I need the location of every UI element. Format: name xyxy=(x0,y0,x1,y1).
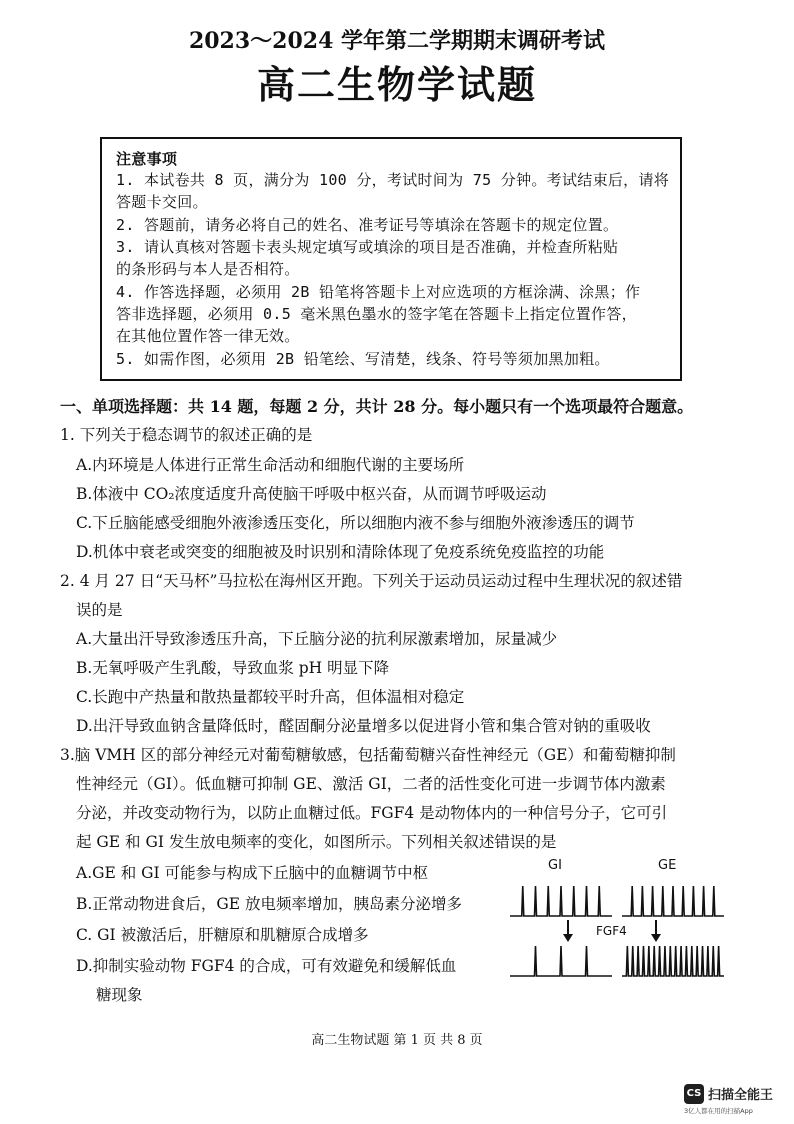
notice-line: 答非选择题，必须用 0.5 毫米黑色墨水的签字笔在答题卡上指定位置作答， xyxy=(116,305,637,323)
question-1-option-a: A.内环境是人体进行正常生命活动和细胞代谢的主要场所 xyxy=(76,456,465,474)
figure-label-ge: GE xyxy=(658,858,677,873)
question-3-option-d: D.抑制实验动物 FGF4 的合成，可有效避免和缓解低血 xyxy=(76,957,457,975)
question-2-stem-cont: 误的是 xyxy=(76,601,123,619)
spike-trains-svg xyxy=(508,852,728,982)
question-2-option-c: C.长跑中产热量和散热量都较平时升高，但体温相对稳定 xyxy=(76,688,465,706)
subject-title: 高二生物学试题 xyxy=(256,62,537,107)
question-1-stem: 1. 下列关于稳态调节的叙述正确的是 xyxy=(60,426,313,444)
ge-before-trace xyxy=(622,886,724,916)
ge-before-spikes xyxy=(622,886,724,916)
notice-line: 答题卡交回。 xyxy=(116,193,208,211)
question-3-option-a: A.GE 和 GI 可能参与构成下丘脑中的血糖调节中枢 xyxy=(76,864,429,882)
gi-after-trace xyxy=(510,946,612,976)
down-arrow-icon xyxy=(651,920,661,942)
question-3-stem: 3.脑 VMH 区的部分神经元对葡萄糖敏感，包括葡萄糖兴奋性神经元（GE）和葡萄糖抑制 xyxy=(60,746,676,764)
notice-line: 5. 如需作图，必须用 2B 铅笔绘、写清楚，线条、符号等须加黑加粗。 xyxy=(116,350,610,368)
notice-line: 4. 作答选择题，必须用 2B 铅笔将答题卡上对应选项的方框涂满、涂黑；作 xyxy=(116,283,641,301)
page-footer: 高二生物试题 第 1 页 共 8 页 xyxy=(311,1033,483,1048)
notice-line: 1. 本试卷共 8 页，满分为 100 分，考试时间为 75 分钟。考试结束后，请将 xyxy=(116,171,670,189)
question-1-option-d: D.机体中衰老或突变的细胞被及时识别和清除体现了免疫系统免疫监控的功能 xyxy=(76,543,605,561)
question-3-stem-cont: 起 GE 和 GI 发生放电频率的变化，如图所示。下列相关叙述错误的是 xyxy=(76,833,557,851)
question-2-option-b: B.无氧呼吸产生乳酸，导致血浆 pH 明显下降 xyxy=(76,659,390,677)
camscanner-logo: CS xyxy=(684,1084,704,1104)
down-arrow-icon xyxy=(563,920,573,942)
question-3-option-c: C. GI 被激活后，肝糖原和肌糖原合成增多 xyxy=(76,926,369,944)
notice-line: 在其他位置作答一律无效。 xyxy=(116,327,300,345)
notice-line: 的条形码与本人是否相符。 xyxy=(116,260,300,278)
question-3-option-b: B.正常动物进食后，GE 放电频率增加，胰岛素分泌增多 xyxy=(76,895,462,913)
question-3-stem-cont: 性神经元（GI）。低血糖可抑制 GE、激活 GI，二者的活性变化可进一步调节体内激素 xyxy=(76,775,666,793)
question-1-option-c: C.下丘脑能感受细胞外液渗透压变化，所以细胞内液不参与细胞外液渗透压的调节 xyxy=(76,514,635,532)
notice-line: 3. 请认真核对答题卡表头规定填写或填涂的项目是否准确，并检查所粘贴 xyxy=(116,238,619,256)
gi-before-spikes xyxy=(510,886,612,916)
figure-label-fgf4: FGF4 xyxy=(596,924,627,938)
ge-after-spikes xyxy=(622,946,724,976)
notice-heading: 注意事项 xyxy=(116,150,178,168)
exam-title: 2023～2024 学年第二学期期末调研考试 xyxy=(188,28,606,54)
question-2-option-a: A.大量出汗导致渗透压升高，下丘脑分泌的抗利尿激素增加，尿量减少 xyxy=(76,630,558,648)
gi-after-spikes xyxy=(510,946,612,976)
ge-after-trace xyxy=(622,946,724,976)
camscanner-name: 扫描全能王 xyxy=(708,1088,774,1103)
notice-line: 2. 答题前，请务必将自己的姓名、准考证号等填涂在答题卡的规定位置。 xyxy=(116,216,619,234)
question-1-option-b: B.体液中 CO₂浓度适度升高使脑干呼吸中枢兴奋，从而调节呼吸运动 xyxy=(76,485,547,503)
section-heading: 一、单项选择题：共 14 题，每题 2 分，共计 28 分。每小题只有一个选项最符合题意。 xyxy=(60,397,694,416)
camscanner-tagline: 3亿人都在用的扫描App xyxy=(684,1107,753,1115)
question-2-option-d: D.出汗导致血钠含量降低时，醛固酮分泌量增多以促进肾小管和集合管对钠的重吸收 xyxy=(76,717,651,735)
question-2-stem: 2. 4 月 27 日“天马杯”马拉松在海州区开跑。下列关于运动员运动过程中生理状况的叙述错 xyxy=(60,572,683,590)
spike-figure xyxy=(508,852,728,982)
question-3-stem-cont: 分泌，并改变动物行为，以防止血糖过低。FGF4 是动物体内的一种信号分子，它可引 xyxy=(76,804,668,822)
gi-before-trace xyxy=(510,886,612,916)
notice-box xyxy=(100,137,682,381)
figure-label-gi: GI xyxy=(548,858,562,873)
question-3-option-d-cont: 糖现象 xyxy=(96,986,143,1004)
